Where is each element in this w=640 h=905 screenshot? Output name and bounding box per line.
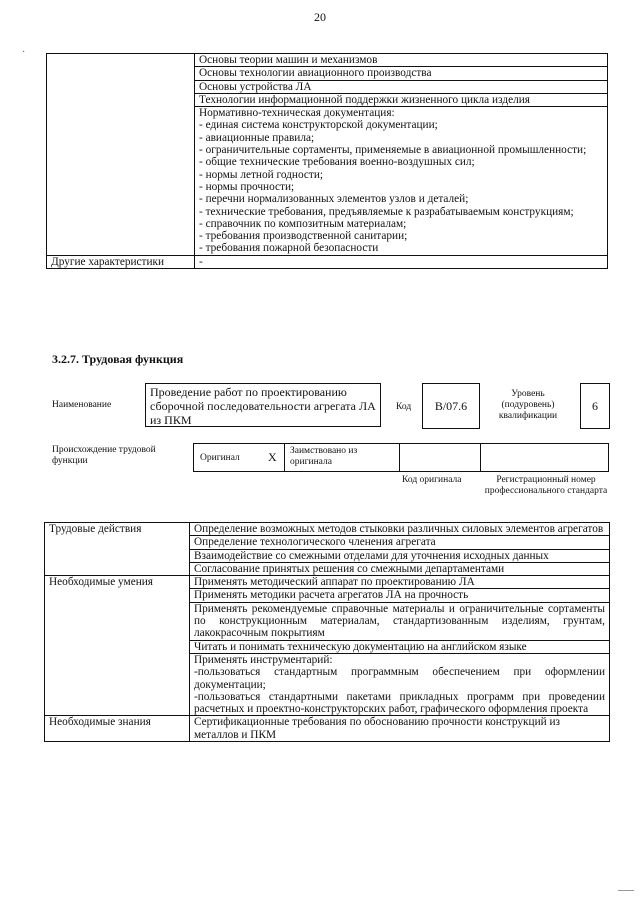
table-cell: Основы устройства ЛА: [195, 80, 608, 93]
table-row: [45, 523, 610, 536]
original-cell: [193, 443, 285, 472]
code-label: Код: [396, 402, 412, 412]
list-item: - общие технические требования военно-воздушных сил;: [199, 156, 475, 169]
function-name: Проведение работ по проектированию сборочной последовательности агрегата ЛА из ПКМ: [150, 385, 376, 427]
other-characteristics-value: -: [195, 255, 608, 268]
page-number: 20: [314, 10, 326, 24]
level-value: 6: [592, 398, 598, 413]
original-mark: X: [268, 450, 277, 464]
corner-mark: [618, 890, 634, 899]
level-label: Уровень (подуровень) квалификации: [498, 389, 558, 421]
table-cell: Применять методический аппарат по проектированию ЛА: [190, 576, 610, 589]
origin-label: Происхождение трудовой функции: [52, 445, 156, 466]
section-title: 3.2.7. Трудовая функция: [52, 352, 184, 366]
table-cell: Применять инструментарий: -пользоваться стандартным программным обеспечением при оформлении документации; -пользоваться стандартными пакетами прикладных программ при проведении расчетных и проектно-конструкторских работ, графического оформления проекта: [190, 653, 610, 715]
table-cell: Технологии информационной поддержки жизненного цикла изделия: [195, 93, 608, 106]
list-item: - ограничительные сортаменты, применяемые в авиационной промышленности;: [199, 144, 587, 157]
borrowed-label: Заимствовано из оригинала: [290, 446, 358, 467]
table-row: [47, 54, 608, 67]
table-cell: Применять методики расчета агрегатов ЛА на прочность: [190, 589, 610, 602]
group-label-actions: Трудовые действия: [45, 523, 190, 576]
list-item: - требования производственной санитарии;: [199, 230, 408, 243]
list-item: - нормы прочности;: [199, 180, 295, 193]
list-item: - перечни нормализованных элементов узлов и деталей;: [199, 193, 469, 206]
list-item: Нормативно-техническая документация:: [199, 107, 395, 120]
list-item: - единая система конструкторской документации;: [199, 119, 438, 132]
table-cell: Применять рекомендуемые справочные материалы и ограничительные сортаменты по конструкционным материалам, стандартизованным изделиям, грунтам, лакокрасочным покрытиям: [190, 602, 610, 640]
list-item: - требования пожарной безопасности: [199, 242, 379, 255]
normative-docs-cell: [195, 107, 608, 256]
borrowed-cell: [284, 443, 400, 472]
level-value-box: [580, 383, 610, 429]
table-cell: Сертификационные требования по обоснованию прочности конструкций из металлов и ПКМ: [190, 716, 610, 742]
table-row: [45, 576, 610, 589]
table-cell: Определение возможных методов стыковки различных силовых элементов агрегатов: [190, 523, 610, 536]
reg-number-cell: [480, 443, 609, 472]
table-cell: Взаимодействие со смежными отделами для уточнения исходных данных: [190, 549, 610, 562]
table-cell: Основы технологии авиационного производства: [195, 67, 608, 80]
list-item: - технические требования, предъявляемые к разрабатываемым конструкциям;: [199, 205, 574, 218]
list-item: - нормы летной годности;: [199, 168, 324, 181]
group-label-knowledge: Необходимые знания: [45, 716, 190, 742]
other-characteristics-label: Другие характеристики: [47, 255, 195, 268]
group-label-skills: Необходимые умения: [45, 576, 190, 716]
table-cell: Согласование принятых решения со смежными департаментами: [190, 562, 610, 575]
table-row: [47, 255, 608, 268]
original-label: Оригинал: [200, 453, 240, 463]
code-value: B/07.6: [434, 398, 468, 413]
code-original-cell: [399, 443, 481, 472]
code-original-caption: Код оригинала: [402, 475, 462, 485]
name-value-box: [145, 383, 381, 427]
table-cell: Основы теории машин и механизмов: [195, 54, 608, 67]
table-cell: Определение технологического членения агрегата: [190, 536, 610, 549]
name-label: Наименование: [52, 400, 112, 410]
table-left-cell: [47, 54, 195, 256]
top-table: [46, 53, 608, 269]
table-row: [45, 716, 610, 742]
table-cell: Читать и понимать техническую документацию на английском языке: [190, 640, 610, 653]
margin-dot: ·: [22, 47, 26, 58]
origin-table: [193, 443, 609, 472]
list-item: - справочник по композитным материалам;: [199, 217, 407, 230]
reg-number-caption: Регистрационный номер профессионального стандарта: [484, 475, 608, 496]
labour-function-table: [44, 522, 610, 742]
code-value-box: [422, 383, 480, 429]
list-item: - авиационные правила;: [199, 131, 315, 144]
